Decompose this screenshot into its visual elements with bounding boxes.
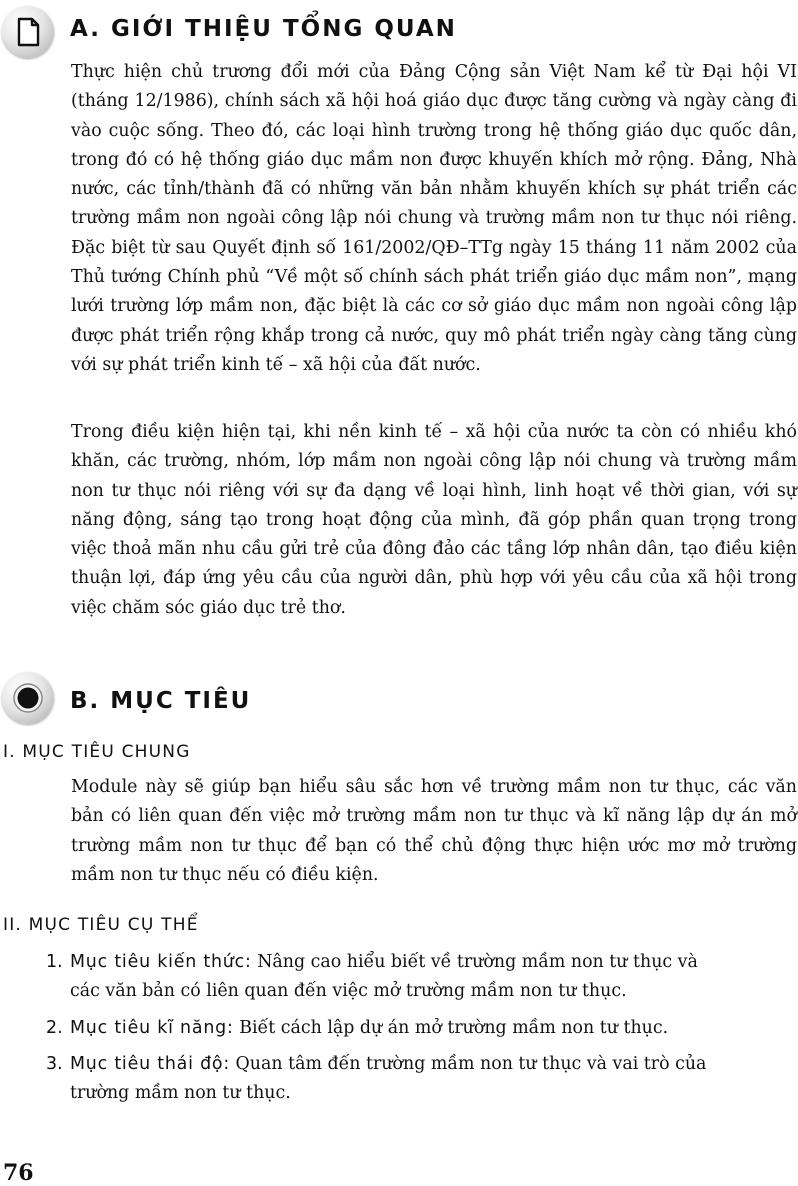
goal-text: Biết cách lập dự án mở trường mầm non tư thục. [239, 1018, 669, 1038]
section-b-header [0, 672, 798, 728]
goal-number: 3. [46, 1054, 63, 1074]
section-a-title: A. GIỚI THIỆU TỔNG QUAN [70, 16, 457, 42]
page-number: 76 [3, 1160, 34, 1186]
goal-number: 1. [46, 952, 63, 972]
intro-paragraph-2: Trong điều kiện hiện tại, khi nền kinh tế – xã hội của nước ta còn có nhiều khó khăn, các trường, nhóm, lớp mầm non ngoài công lập nói chung và trường mầm non tư thục nói riêng với sự đa dạng về loại hình, linh hoạt về thời gian, với sự năng động, sáng tạo trong hoạt động của mình, đã góp phần quan trọng trong việc thoả mãn nhu cầu gửi trẻ của đông đảo các tầng lớp nhân dân, tạo điều kiện thuận lợi, đáp ứng yêu cầu của người dân, phù hợp với yêu cầu của xã hội trong việc chăm sóc giáo dục trẻ thơ. [71, 422, 797, 618]
goal-label: Mục tiêu kĩ năng: [70, 1018, 234, 1038]
target-icon [2, 672, 54, 724]
general-goal-text: Module này sẽ giúp bạn hiểu sâu sắc hơn về trường mầm non tư thục, các văn bản có liên quan đến việc mở trường mầm non tư thục và kĩ năng lập dự án mở trường mầm non tư thục để bạn có thể chủ động thực hiện ước mơ mở trường mầm non tư thục nếu có điều kiện. [71, 777, 797, 885]
goal-label: Mục tiêu kiến thức: [70, 952, 252, 972]
specific-goal-heading: II. MỤC TIÊU CỤ THỂ [3, 915, 199, 935]
section-b-title: B. MỤC TIÊU [70, 688, 252, 714]
goal-number: 2. [46, 1018, 63, 1038]
goal-item-skill [46, 1014, 797, 1043]
document-icon [2, 6, 54, 58]
section-a-header [0, 6, 798, 62]
intro-paragraph-1: Thực hiện chủ trương đổi mới của Đảng Cộng sản Việt Nam kể từ Đại hội VI (tháng 12/1986), chính sách xã hội hoá giáo dục được tăng cường và ngày càng đi vào cuộc sống. Theo đó, các loại hình trường trong hệ thống giáo dục quốc dân, trong đó có hệ thống giáo dục mầm non được khuyến khích mở rộng. Đảng, Nhà nước, các tỉnh/thành đã có những văn bản nhằm khuyến khích sự phát triển các trường mầm non ngoài công lập nói chung và trường mầm non tư thục nói riêng. Đặc biệt từ sau Quyết định số 161/2002/QĐ–TTg ngày 15 tháng 11 năm 2002 của Thủ tướng Chính phủ “Về một số chính sách phát triển giáo dục mầm non”, mạng lưới trường lớp mầm non, đặc biệt là các cơ sở giáo dục mầm non ngoài công lập được phát triển rộng khắp trong cả nước, quy mô phát triển ngày càng tăng cùng với sự phát triển kinh tế – xã hội của đất nước. [71, 62, 797, 375]
goal-label: Mục tiêu thái độ: [70, 1054, 231, 1074]
goal-text-continued: các văn bản có liên quan đến việc mở trường mầm non tư thục. [70, 981, 627, 1002]
goal-text-continued: trường mầm non tư thục. [70, 1083, 291, 1104]
goal-text: Quan tâm đến trường mầm non tư thục và vai trò của [235, 1054, 707, 1074]
general-goal-heading: I. MỤC TIÊU CHUNG [3, 742, 191, 762]
goal-item-knowledge [46, 948, 797, 1007]
goal-item-attitude [46, 1050, 797, 1109]
goal-text: Nâng cao hiểu biết về trường mầm non tư thục và [257, 952, 698, 972]
